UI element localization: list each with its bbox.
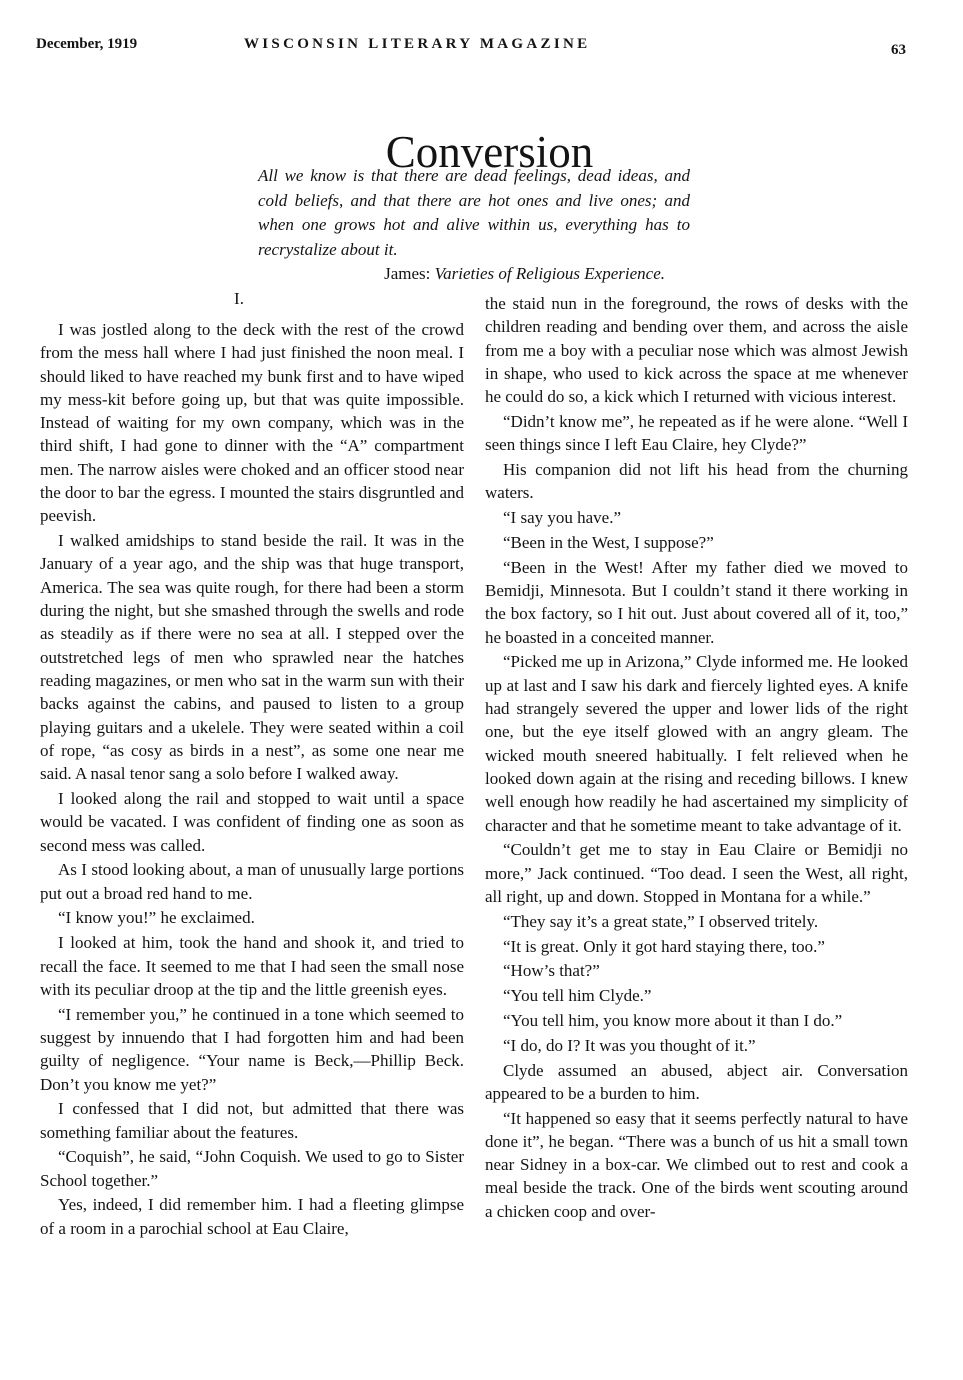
paragraph: His companion did not lift his head from the churning waters. bbox=[485, 460, 908, 503]
epigraph-author: James: bbox=[384, 264, 431, 283]
epigraph bbox=[258, 164, 690, 287]
paragraph: “It is great. Only it got hard staying there, too.” bbox=[503, 936, 825, 956]
left-column bbox=[40, 288, 464, 1242]
paragraph: “How’s that?” bbox=[503, 961, 600, 981]
paragraph: Clyde assumed an abused, abject air. Conversation appeared to be a burden to him. bbox=[485, 1060, 908, 1103]
paragraph: “I say you have.” bbox=[503, 508, 622, 528]
paragraph: “I remember you,” he continued in a tone which seemed to suggest by innuendo that I had forgotten him and had been guilty of negligence. “Your name is Beck,—Phillip Beck. Don’t you know me yet?” bbox=[40, 1004, 464, 1094]
page-number: 63 bbox=[891, 42, 906, 58]
paragraph: “Been in the West! After my father died we moved to Bemidji, Minnesota. But I couldn’t stand it there working in the box factory, so I hit out. Just about covered all of it, too,” he boasted in a conceited manner. bbox=[485, 557, 908, 647]
paragraph: I looked along the rail and stopped to wait until a space would be vacated. I was confident of finding one as soon as second mess was called. bbox=[40, 788, 464, 855]
paragraph: “It happened so easy that it seems perfectly natural to have done it”, he began. “There was a bunch of us hit a small town near Sidney in a box-car. We climbed out to rest and cook a meal beside the track. One of the birds went scouting around a chicken coop and over- bbox=[485, 1108, 908, 1221]
paragraph: I confessed that I did not, but admitted that there was something familiar about the features. bbox=[40, 1099, 464, 1142]
paragraph: “Picked me up in Arizona,” Clyde informed me. He looked up at last and I saw his dark and fiercely lighted eyes. A knife had strangely severed the upper and lower lids of the right one, but the eye itself glowed with an angry gleam. The wicked mouth sneered habitually. I felt relieved when he looked down again at the rising and receding billows. I knew well enough how readily he had ascertained my simplicity of character and that he sometime meant to take advantage of it. bbox=[485, 652, 908, 835]
paragraph: “You tell him, you know more about it than I do.” bbox=[503, 1010, 843, 1030]
right-column bbox=[485, 292, 908, 1225]
paragraph: the staid nun in the foreground, the rows of desks with the children reading and bending over them, and across the aisle from me a boy with a peculiar nose which was almost Jewish in shape, who used to kick across the space at me whenever he could do so, a kick which I returned with vicious interest. bbox=[485, 294, 908, 407]
section-number: I. bbox=[234, 289, 244, 308]
paragraph: Yes, indeed, I did remember him. I had a fleeting glimpse of a room in a parochial school at Eau Claire, bbox=[40, 1195, 464, 1238]
magazine-title: WISCONSIN LITERARY MAGAZINE bbox=[244, 36, 591, 52]
article-title-text: Conversion bbox=[385, 127, 594, 178]
paragraph: “Couldn’t get me to stay in Eau Claire or Bemidji no more,” Jack continued. “Too dead. I seen the West, all right, all right, up and down. Stopped in Montana for a while.” bbox=[485, 840, 908, 906]
paragraph: “Coquish”, he said, “John Coquish. We used to go to Sister School together.” bbox=[40, 1147, 464, 1190]
paragraph: “Been in the West, I suppose?” bbox=[503, 532, 714, 552]
paragraph: As I stood looking about, a man of unusually large portions put out a broad red hand to me. bbox=[40, 860, 464, 903]
paragraph: I walked amidships to stand beside the rail. It was in the January of a year ago, and the ship was that huge transport, America. The sea was quite rough, for there had been a storm during the night, but she smashed through the swells and rode as steadily as if there were no sea at all. I stepped over the outstretched legs of men who sprawled near the hatches reading magazines, or men who sat in the warm sun with their backs against the cabins, and paused to listen to a group playing guitars and a ukelele. They were seated within a coil of rope, “as cosy as birds in a nest”, as some one near me said. A nasal tenor sang a solo before I walked away. bbox=[40, 531, 464, 784]
paragraph: I was jostled along to the deck with the rest of the crowd from the mess hall where I had just finished the noon meal. I should liked to have reached my bunk first and to have wiped my mess-kit before going up, but that was quite impossible. Instead of waiting for my own company, which was in the third shift, I had gone to dinner with the “A” compartment men. The narrow aisles were choked and an officer stood near the door to bar the egress. I mounted the stairs disgruntled and peevish. bbox=[40, 320, 464, 526]
paragraph: “You tell him Clyde.” bbox=[503, 986, 652, 1006]
epigraph-quote: All we know is that there are dead feelings, dead ideas, and cold beliefs, and that there are hot ones and live ones; and when one grows hot and alive within us, everything has to recrystalize about it. bbox=[258, 166, 690, 259]
paragraph: “Didn’t know me”, he repeated as if he were alone. “Well I seen things since I left Eau Claire, hey Clyde?” bbox=[485, 411, 908, 455]
epigraph-work: Varieties of Religious Experience. bbox=[434, 264, 665, 283]
paragraph: “They say it’s a great state,” I observed tritely. bbox=[503, 911, 819, 931]
epigraph-attribution bbox=[258, 262, 690, 287]
paragraph: “I know you!” he exclaimed. bbox=[58, 908, 255, 928]
paragraph: I looked at him, took the hand and shook it, and tried to recall the face. It seemed to me that I had seen the small nose with its peculiar droop at the tip and the little greenish eyes. bbox=[40, 933, 464, 999]
issue-date: December, 1919 bbox=[36, 36, 138, 52]
paragraph: “I do, do I? It was you thought of it.” bbox=[503, 1035, 756, 1055]
